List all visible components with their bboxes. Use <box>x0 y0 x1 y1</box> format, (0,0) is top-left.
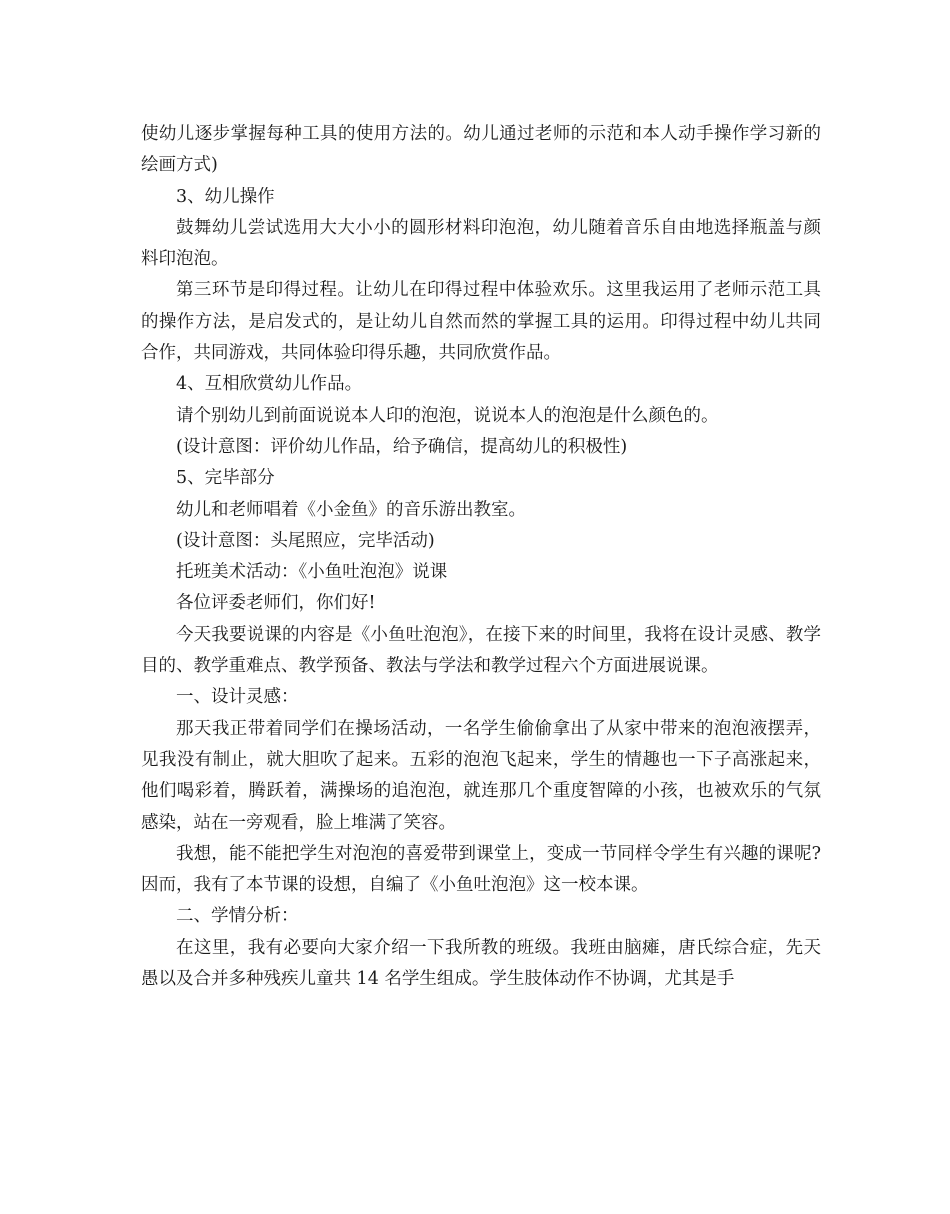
paragraph: 那天我正带着同学们在操场活动，一名学生偷偷拿出了从家中带来的泡泡液摆弄，见我没有制止，就大胆吹了起来。五彩的泡泡飞起来，学生的情趣也一下子高涨起来，他们喝彩着，腾跃着，满操场的追泡泡，就连那几个重度智障的小孩，也被欢乐的气氛感染，站在一旁观看，脸上堆满了笑容。 <box>141 718 821 833</box>
paragraph: 鼓舞幼儿尝试选用大大小小的圆形材料印泡泡，幼儿随着音乐自由地选择瓶盖与颜料印泡泡。 <box>141 217 821 270</box>
paragraph: 4、互相欣赏幼儿作品。 <box>176 374 363 395</box>
paragraph: 我想，能不能把学生对泡泡的喜爱带到课堂上，变成一节同样令学生有兴趣的课呢?因而，我有了本节课的设想，自编了《小鱼吐泡泡》这一校本课。 <box>141 843 821 896</box>
paragraph: 各位评委老师们，你们好! <box>176 593 376 614</box>
paragraph: 在这里，我有必要向大家介绍一下我所教的班级。我班由脑瘫，唐氏综合症，先天愚以及合并多种残疾儿童共 14 名学生组成。学生肢体动作不协调，尤其是手 <box>141 937 821 990</box>
paragraph: 请个别幼儿到前面说说本人印的泡泡，说说本人的泡泡是什么颜色的。 <box>176 405 719 426</box>
paragraph: (设计意图：头尾照应，完毕活动) <box>176 530 435 551</box>
paragraph: 一、设计灵感： <box>176 687 299 708</box>
paragraph: 5、完毕部分 <box>176 468 275 489</box>
paragraph: (设计意图：评价幼儿作品，给予确信，提高幼儿的积极性) <box>176 436 628 457</box>
document-body <box>141 119 821 995</box>
paragraph: 托班美术活动：《小鱼吐泡泡》说课 <box>176 562 448 583</box>
paragraph: 今天我要说课的内容是《小鱼吐泡泡》，在接下来的时间里，我将在设计灵感、教学目的、教学重难点、教学预备、教法与学法和教学过程六个方面进展说课。 <box>141 624 821 677</box>
paragraph: 二、学情分析： <box>176 906 299 927</box>
paragraph: 第三环节是印得过程。让幼儿在印得过程中体验欢乐。这里我运用了老师示范工具的操作方法，是启发式的，是让幼儿自然而然的掌握工具的运用。印得过程中幼儿共同合作，共同游戏，共同体验印得乐趣，共同欣赏作品。 <box>141 280 821 364</box>
paragraph: 使幼儿逐步掌握每种工具的使用方法的。幼儿通过老师的示范和本人动手操作学习新的绘画方式) <box>141 124 821 176</box>
paragraph: 3、幼儿操作 <box>176 186 275 207</box>
paragraph: 幼儿和老师唱着《小金鱼》的音乐游出教室。 <box>176 499 526 520</box>
